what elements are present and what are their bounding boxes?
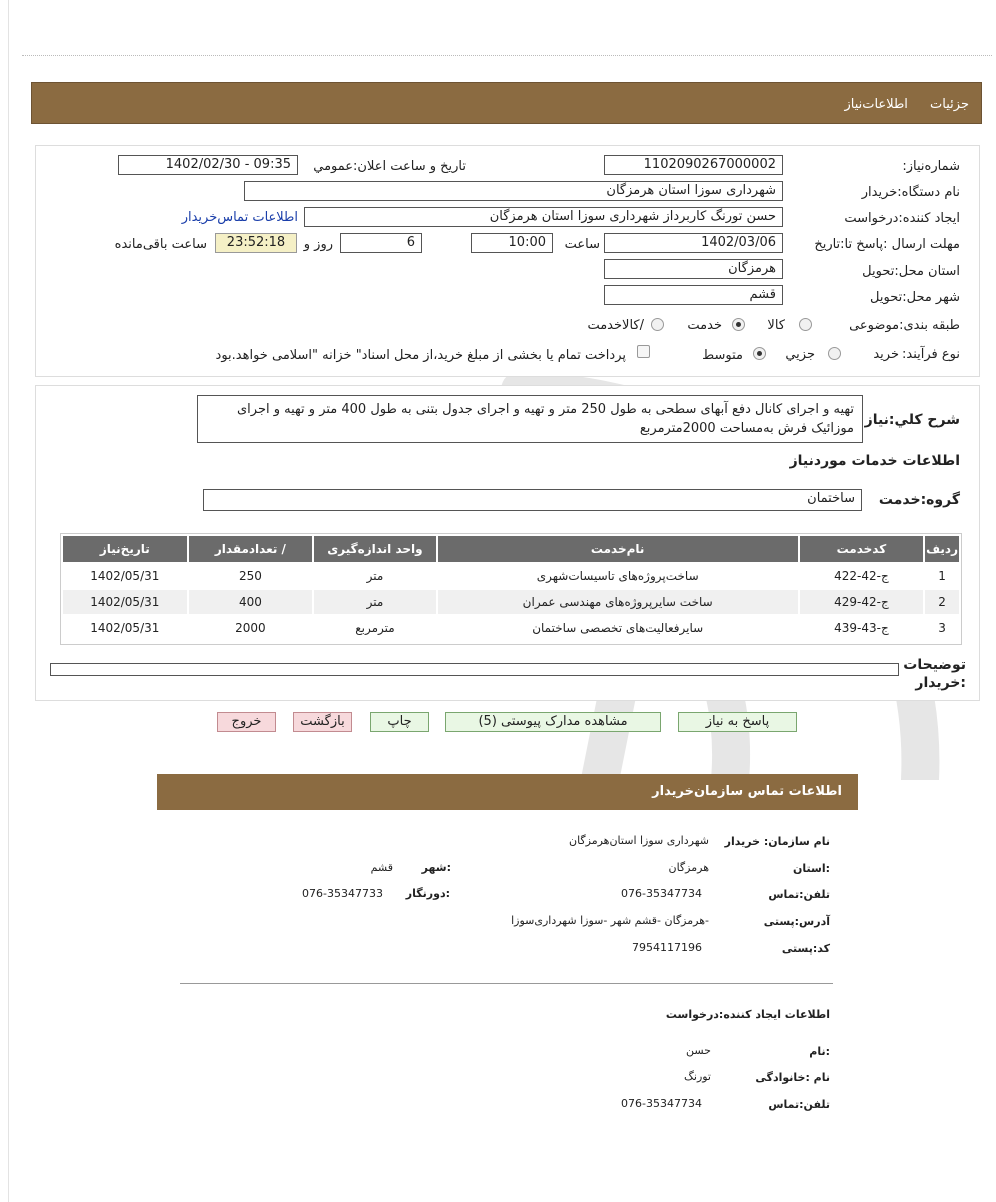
creator-label: ایجاد کننده:درخواست <box>844 211 960 226</box>
time-label: ساعت <box>564 237 600 252</box>
cell-unit: متر <box>314 590 436 614</box>
cell-date: 1402/05/31 <box>90 569 160 583</box>
treasury-payment-checkbox[interactable] <box>637 345 650 358</box>
print-button[interactable]: چاپ <box>370 712 429 732</box>
creator-name-label: :نام <box>809 1045 830 1058</box>
table-header-row <box>63 536 959 562</box>
service-group-label: گروه:خدمت <box>878 492 960 508</box>
creator-phone-label: تلفن:تماس <box>768 1098 830 1111</box>
service-group-field: ساختمان <box>203 489 862 511</box>
category-service-label: خدمت <box>687 318 722 333</box>
cell-unit: متر <box>366 569 384 583</box>
category-goods-radio[interactable] <box>799 318 812 331</box>
contact-org-label: نام سازمان: خریدار <box>724 835 830 848</box>
reply-button[interactable]: پاسخ به نیاز <box>678 712 797 732</box>
contact-fax-value: 076-35347733 <box>302 887 383 900</box>
services-title: اطلاعات خدمات موردنیاز <box>789 453 960 469</box>
process-partial-label: جزيي <box>785 347 815 362</box>
services-table <box>61 534 961 642</box>
contact-section-header: اطلاعات تماس سازمان‌خریدار <box>157 774 858 810</box>
buyer-notes-field[interactable] <box>50 663 899 676</box>
creator-family-label: نام :خانوادگی <box>755 1071 830 1084</box>
contact-province-label: :استان <box>793 862 830 875</box>
table-row <box>63 616 959 640</box>
cell-name: سایرفعالیت‌های تخصصی ساختمان <box>532 621 704 635</box>
category-goods-service-radio[interactable] <box>651 318 664 331</box>
cell-unit: مترمربع <box>355 621 395 635</box>
creator-name-value: حسن <box>686 1044 711 1057</box>
description-field <box>197 395 863 443</box>
process-medium-label: متوسط <box>702 348 743 363</box>
exit-button[interactable]: خروج <box>217 712 276 732</box>
col-code-header: کدخدمت <box>800 536 923 562</box>
deadline-label: مهلت ارسال :پاسخ تا:تاریخ <box>814 237 960 252</box>
buyer-org-label: نام دستگاه:خریدار <box>861 185 960 200</box>
cell-name: ساخت‌پروژه‌های تاسیسات‌شهری <box>536 569 699 583</box>
col-unit-header: واحد اندازه‌گیری <box>314 536 436 562</box>
process-label: نوع فرآیند: <box>902 347 960 362</box>
contact-address-label: آدرس:پستی <box>763 915 830 928</box>
buyer-contact-link[interactable]: اطلاعات تماس‌خریدار <box>181 210 298 225</box>
contact-city-label: :شهر <box>421 861 451 874</box>
contact-address-value: -هرمزگان -قشم شهر -سوزا شهرداری‌سوزا <box>511 914 709 927</box>
process-buy-label: خرید <box>873 347 899 362</box>
top-divider <box>22 55 992 56</box>
announce-label: تاریخ و ساعت اعلان:عمومي <box>313 159 466 174</box>
need-number-label: شماره‌نیاز: <box>902 159 960 174</box>
contact-province-value: هرمزگان <box>668 861 709 874</box>
contact-fax-label: :دورنگار <box>405 887 450 900</box>
contact-divider <box>180 983 833 984</box>
attachments-button[interactable]: مشاهده مدارک پیوستی (5) <box>445 712 661 732</box>
remaining-time-field: 23:52:18 <box>215 233 297 253</box>
deadline-time-field: 10:00 <box>471 233 553 253</box>
contact-org-value: شهرداری سوزا استان‌هرمزگان <box>568 834 709 847</box>
col-qty-header: / تعدادمقدار <box>189 536 313 562</box>
buyer-notes-label: توضیحات :خریدار <box>903 657 966 691</box>
col-name-header: نام‌خدمت <box>438 536 798 562</box>
cell-row: 3 <box>938 621 946 635</box>
description-line-2: موزائیک فرش به‌مساحت 2000مترمربع <box>639 421 854 436</box>
process-medium-radio[interactable] <box>753 347 766 360</box>
creator-section-title: اطلاعات ایجاد کننده:درخواست <box>665 1008 830 1021</box>
contact-city-value: قشم <box>370 861 393 874</box>
cell-qty: 2000 <box>235 621 266 635</box>
city-field: قشم <box>604 285 783 305</box>
deadline-date-field: 1402/03/06 <box>604 233 783 253</box>
description-label: شرح کلي:نیاز <box>864 412 960 428</box>
table-row <box>63 590 959 614</box>
cell-code: ج-42-422 <box>834 569 889 583</box>
cell-qty: 400 <box>189 590 313 614</box>
cell-qty: 250 <box>238 569 262 583</box>
need-info-panel <box>35 145 980 377</box>
creator-field: حسن تورنگ کاربرداز شهرداری سوزا استان هرمزگان <box>304 207 783 227</box>
payment-note: پرداخت تمام یا بخشی از مبلغ خرید،از محل اسناد" خزانه "اسلامی خواهد.بود <box>215 348 626 363</box>
category-service-radio[interactable] <box>732 318 745 331</box>
creator-family-value: تورنگ <box>684 1070 711 1083</box>
description-line-1: تهیه و اجرای کانال دفع آبهای سطحی به طول 250 متر و تهیه و اجرای جدول بتنی به طول 400 متر و تهیه و اجرای <box>237 402 854 417</box>
cell-row: 1 <box>938 569 946 583</box>
category-goods-label: کالا <box>767 318 785 333</box>
cell-date: 1402/05/31 <box>63 590 187 614</box>
page-header <box>31 82 982 124</box>
city-label: شهر محل:تحویل <box>870 290 960 305</box>
contact-phone-value: 076-35347734 <box>621 887 702 900</box>
province-label: استان محل:تحویل <box>862 264 960 279</box>
creator-phone-value: 076-35347734 <box>621 1097 702 1110</box>
col-row-header: ردیف <box>925 536 959 562</box>
process-partial-radio[interactable] <box>828 347 841 360</box>
days-label: روز و <box>303 237 333 252</box>
buyer-org-field: شهرداری سوزا استان هرمزگان <box>244 181 783 201</box>
category-label: طبقه بندی:موضوعی <box>849 318 960 333</box>
remaining-label: ساعت باقی‌مانده <box>114 237 207 252</box>
province-field: هرمزگان <box>604 259 783 279</box>
days-field: 6 <box>340 233 422 253</box>
cell-code: ج-43-439 <box>834 621 889 635</box>
cell-row: 2 <box>925 590 959 614</box>
left-border <box>8 0 9 1202</box>
back-button[interactable]: بازگشت <box>293 712 352 732</box>
col-date-header: تاریخ‌نیاز <box>63 536 187 562</box>
contact-postal-value: 7954117196 <box>632 941 702 954</box>
need-number-field: 1102090267000002 <box>604 155 783 175</box>
tab-need-info[interactable]: اطلاعات‌نیاز <box>844 97 908 112</box>
contact-phone-label: تلفن:تماس <box>768 888 830 901</box>
table-row <box>63 564 959 588</box>
category-goods-service-label: /کالاخدمت <box>587 318 644 333</box>
cell-code: ج-42-429 <box>800 590 923 614</box>
contact-postal-label: کد:پستی <box>781 942 830 955</box>
cell-name: ساخت سایرپروژه‌های مهندسی عمران <box>438 590 798 614</box>
announce-field: 1402/02/30 - 09:35 <box>118 155 298 175</box>
tab-details[interactable]: جزئیات <box>930 97 969 112</box>
cell-date: 1402/05/31 <box>90 621 160 635</box>
